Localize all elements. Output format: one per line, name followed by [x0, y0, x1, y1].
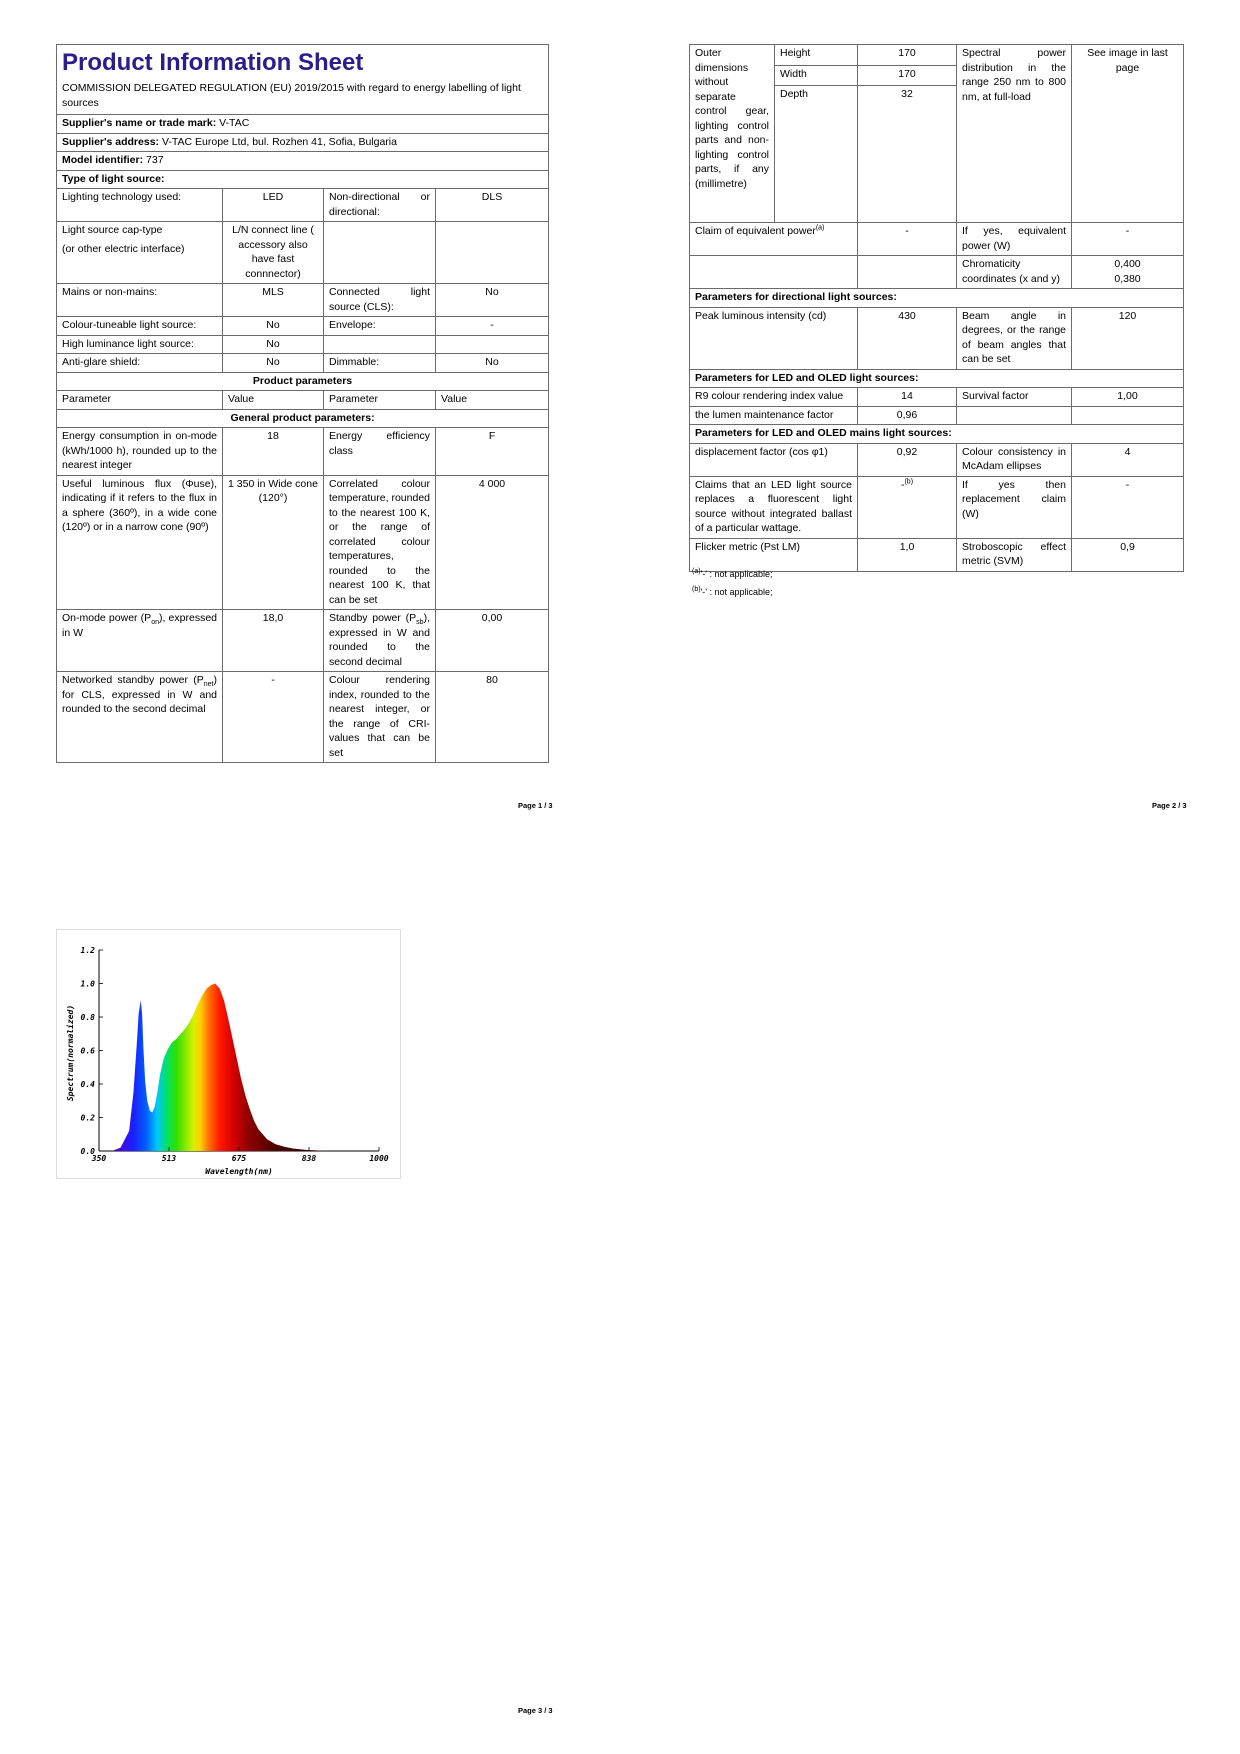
- col-header-parameter: Parameter: [57, 391, 223, 410]
- regulation-row: [57, 80, 549, 115]
- claims-label: Claims that an LED light source replaces a fluorescent light source without integrated ballast of a particular wattage.: [690, 476, 858, 538]
- r9-value: 14: [858, 388, 957, 407]
- empty-cell: [957, 406, 1072, 425]
- height-row: [690, 45, 1184, 66]
- x-axis-label: Wavelength(nm): [205, 1167, 273, 1176]
- model-identifier: 737: [146, 154, 164, 166]
- type-heading: Type of light source:: [57, 170, 549, 189]
- equiv-power-w-value: -: [1072, 223, 1184, 256]
- r9-row: [690, 388, 1184, 407]
- high-luminance-value: No: [223, 335, 324, 354]
- mains-row: [57, 284, 549, 317]
- equiv-power-w-label: If yes, equivalent power (W): [957, 223, 1072, 256]
- flicker-value: 1,0: [858, 538, 957, 571]
- chromaticity-label: Chromaticity coordinates (x and y): [957, 256, 1072, 289]
- peak-intensity-value: 430: [858, 307, 957, 369]
- empty-cell: [436, 335, 549, 354]
- y-tick-label: 0.2: [80, 1113, 95, 1123]
- supplier-name: V-TAC: [219, 117, 250, 129]
- product-params-heading: Product parameters: [57, 372, 549, 391]
- x-tick-label: 350: [91, 1154, 107, 1163]
- empty-cell: [324, 335, 436, 354]
- cct-value: 4 000: [436, 475, 549, 610]
- empty-cell: [690, 256, 858, 289]
- energy-consumption-row: [57, 428, 549, 476]
- y-axis-label: Spectrum(normalized): [66, 1004, 75, 1102]
- chromaticity-value: [1072, 256, 1184, 289]
- depth-value: 32: [858, 86, 957, 223]
- efficiency-value: F: [436, 428, 549, 476]
- equiv-power-row: [690, 223, 1184, 256]
- standby-power-label: Standby power $(P_{sb})$, expressed in W and rounded to the second decimal: [324, 610, 436, 672]
- empty-cell: [324, 222, 436, 284]
- tuneable-label: Colour-tuneable light source:: [57, 317, 223, 336]
- survival-label: Survival factor: [957, 388, 1072, 407]
- claims-value: -$^{(b)}$: [858, 476, 957, 538]
- empty-cell: [1072, 406, 1184, 425]
- flicker-row: [690, 538, 1184, 571]
- tuneable-value: No: [223, 317, 324, 336]
- consistency-label: Colour consistency in McAdam ellipses: [957, 443, 1072, 476]
- regulation-text: COMMISSION DELEGATED REGULATION (EU) 2019/2015 with regard to energy labelling of light sources: [57, 80, 549, 115]
- cri-label: Colour rendering index, rounded to the nearest integer, or the range of CRI-values that can be set: [324, 672, 436, 763]
- y-tick-label: 0.0: [80, 1147, 95, 1156]
- general-heading-row: [57, 409, 549, 428]
- x-tick-label: 513: [161, 1154, 177, 1163]
- supplier-name-label: Supplier's name or trade mark:: [62, 117, 217, 129]
- supplier-address-label: Supplier's address:: [62, 135, 160, 148]
- lumen-maintenance-row: [690, 406, 1184, 425]
- width-label: Width: [775, 65, 858, 86]
- directional-label: Non-directional or directional:: [324, 189, 436, 222]
- outer-dimensions-label: Outer dimensions without separate control gear, lighting control parts and non-lighting control parts, if any (millimetre): [690, 45, 775, 223]
- r9-label: R9 colour rendering index value: [690, 388, 858, 407]
- peak-intensity-row: [690, 307, 1184, 369]
- page2-info-table: [689, 44, 1184, 572]
- survival-value: 1,00: [1072, 388, 1184, 407]
- directional-heading-row: [690, 289, 1184, 308]
- networked-standby-value: -: [223, 672, 324, 763]
- cap-type-value: L/N connect line ( accessory also have fast connnector): [223, 222, 324, 284]
- empty-cell: [436, 222, 549, 284]
- cap-type-row: [57, 222, 549, 284]
- directional-heading: Parameters for directional light sources:: [690, 289, 1184, 308]
- displacement-value: 0,92: [858, 443, 957, 476]
- cct-label: Correlated colour temperature, rounded to the nearest 100 K, or the range of correlated colour temperatures, rounded to the nearest 100 K, that can be set: [324, 475, 436, 610]
- lumen-maintenance-label: the lumen maintenance factor: [690, 406, 858, 425]
- lighting-tech-label: Lighting technology used:: [57, 189, 223, 222]
- lighting-tech-row: [57, 189, 549, 222]
- flux-value: 1 350 in Wide cone (120°): [223, 475, 324, 610]
- spectral-value: See image in last page: [1072, 45, 1184, 223]
- beam-angle-value: 120: [1072, 307, 1184, 369]
- page1-info-table: [56, 44, 549, 763]
- col-header-parameter: Parameter: [324, 391, 436, 410]
- efficiency-label: Energy efficiency class: [324, 428, 436, 476]
- general-heading: General product parameters:: [57, 409, 549, 428]
- flicker-label: Flicker metric (Pst LM): [690, 538, 858, 571]
- led-mains-heading: Parameters for LED and OLED mains light sources:: [690, 425, 1184, 444]
- supplier-name-row: [57, 115, 549, 134]
- standby-power-value: 0,00: [436, 610, 549, 672]
- dimmable-value: No: [436, 354, 549, 373]
- lumen-maintenance-value: 0,96: [858, 406, 957, 425]
- supplier-address: V-TAC Europe Ltd, bul. Rozhen 41, Sofia, Bulgaria: [161, 135, 397, 148]
- x-tick-label: 1000: [369, 1154, 389, 1163]
- claims-row: [690, 476, 1184, 538]
- col-header-value: Value: [436, 391, 549, 410]
- footnote-a: $^{(a)}$'-' : not applicable;: [692, 568, 773, 579]
- tuneable-row: [57, 317, 549, 336]
- stroboscopic-label: Stroboscopic effect metric (SVM): [957, 538, 1072, 571]
- networked-standby-label: Networked standby power $(P_{net})$ for CLS, expressed in W and rounded to the second decimal: [57, 672, 223, 763]
- model-label: Model identifier:: [62, 154, 144, 166]
- displacement-label: displacement factor (cos φ1): [690, 443, 858, 476]
- height-value: 170: [858, 45, 957, 66]
- x-tick-label: 675: [231, 1154, 247, 1163]
- model-row: [57, 152, 549, 171]
- displacement-row: [690, 443, 1184, 476]
- power-row: [57, 610, 549, 672]
- replacement-label: If yes then replacement claim (W): [957, 476, 1072, 538]
- mains-label: Mains or non-mains:: [57, 284, 223, 317]
- empty-cell: [858, 256, 957, 289]
- footnote-b: $^{(b)}$'-' : not applicable;: [692, 586, 773, 597]
- beam-angle-label: Beam angle in degrees, or the range of beam angles that can be set: [957, 307, 1072, 369]
- antiglare-value: No: [223, 354, 324, 373]
- networked-standby-row: [57, 672, 549, 763]
- high-luminance-row: [57, 335, 549, 354]
- y-tick-label: 1.2: [80, 946, 95, 955]
- col-header-value: Value: [223, 391, 324, 410]
- chromaticity-row: [690, 256, 1184, 289]
- directional-value: DLS: [436, 189, 549, 222]
- product-params-heading-row: [57, 372, 549, 391]
- spectrum-chart: [56, 929, 401, 1179]
- energy-consumption-value: 18: [223, 428, 324, 476]
- type-heading-row: [57, 170, 549, 189]
- flux-label: Useful luminous flux (Φuse), indicating if it refers to the flux in a sphere (360º), in a wide cone (120º) or in a narrow cone (90º): [57, 475, 223, 610]
- y-tick-label: 0.6: [80, 1046, 95, 1056]
- page-number: Page 3 / 3: [518, 1706, 553, 1715]
- y-tick-label: 1.0: [80, 979, 95, 989]
- antiglare-label: Anti-glare shield:: [57, 354, 223, 373]
- led-mains-heading-row: [690, 425, 1184, 444]
- equiv-power-label: Claim of equivalent power$^{(a)}$: [690, 223, 858, 256]
- dimmable-label: Dimmable:: [324, 354, 436, 373]
- title-row: [57, 45, 549, 81]
- equiv-power-value: -: [858, 223, 957, 256]
- on-power-value: 18,0: [223, 610, 324, 672]
- x-tick-label: 838: [301, 1154, 317, 1163]
- spectral-label: Spectral power distribution in the range 250 nm to 800 nm, at full-load: [957, 45, 1072, 223]
- consistency-value: 4: [1072, 443, 1184, 476]
- high-luminance-label: High luminance light source:: [57, 335, 223, 354]
- chromaticity-x: 0,400: [1114, 258, 1141, 270]
- y-tick-label: 0.4: [80, 1080, 95, 1089]
- flux-row: [57, 475, 549, 610]
- cri-value: 80: [436, 672, 549, 763]
- chromaticity-y: 0,380: [1114, 272, 1141, 285]
- mains-value: MLS: [223, 284, 324, 317]
- supplier-address-row: [57, 133, 549, 152]
- envelope-value: -: [436, 317, 549, 336]
- cls-label: Connected light source (CLS):: [324, 284, 436, 317]
- depth-label: Depth: [775, 86, 858, 223]
- envelope-label: Envelope:: [324, 317, 436, 336]
- cls-value: No: [436, 284, 549, 317]
- column-header-row: [57, 391, 549, 410]
- cap-type-label: Light source cap-type: [62, 224, 163, 236]
- energy-consumption-label: Energy consumption in on-mode (kWh/1000 h), rounded up to the nearest integer: [57, 428, 223, 476]
- height-label: Height: [775, 45, 858, 66]
- on-power-label: On-mode power $(P_{on})$, expressed in W: [57, 610, 223, 672]
- replacement-value: -: [1072, 476, 1184, 538]
- cap-type-sublabel: (or other electric interface): [62, 242, 185, 255]
- lighting-tech-value: LED: [223, 189, 324, 222]
- page-title: Product Information Sheet: [62, 49, 364, 76]
- page-number: Page 1 / 3: [518, 801, 553, 810]
- width-value: 170: [858, 65, 957, 86]
- page-number: Page 2 / 3: [1152, 801, 1187, 810]
- led-heading-row: [690, 369, 1184, 388]
- antiglare-row: [57, 354, 549, 373]
- stroboscopic-value: 0,9: [1072, 538, 1184, 571]
- spectrum-area: [112, 984, 336, 1152]
- peak-intensity-label: Peak luminous intensity (cd): [690, 307, 858, 369]
- y-tick-label: 0.8: [80, 1013, 95, 1022]
- led-heading: Parameters for LED and OLED light sources:: [690, 369, 1184, 388]
